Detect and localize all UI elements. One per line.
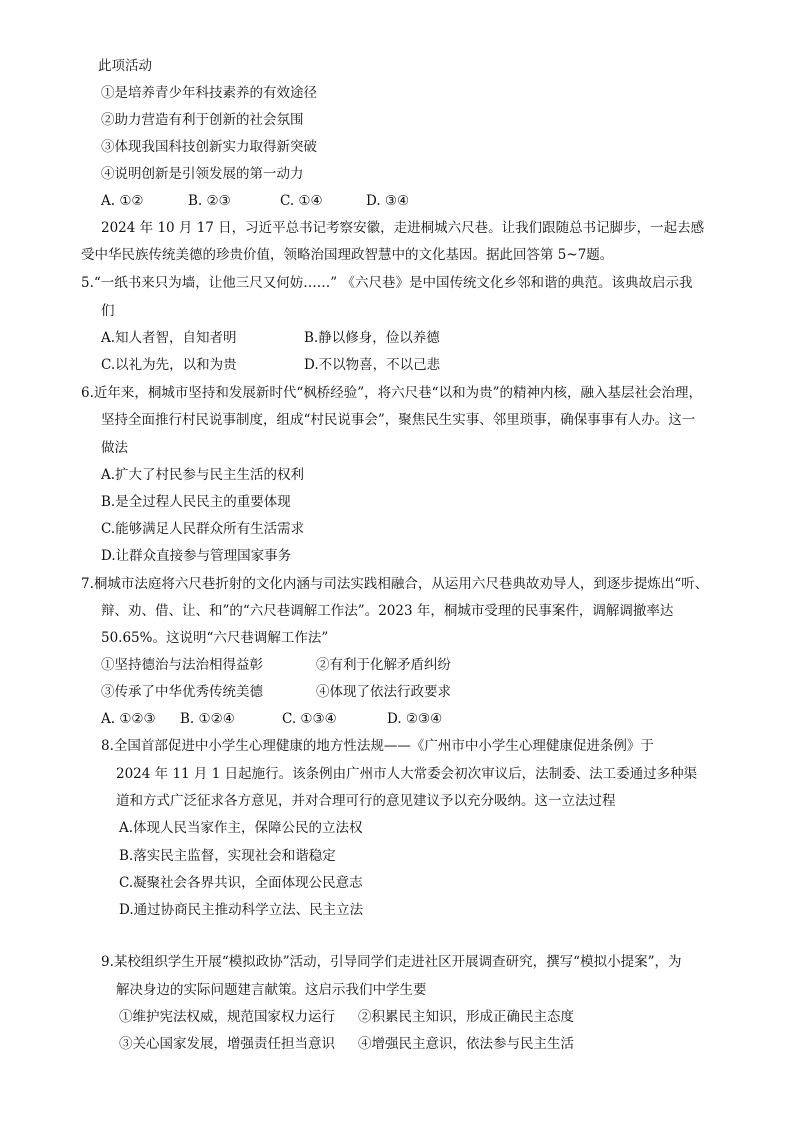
q7-option-c: C. ①③④ bbox=[282, 711, 337, 727]
q5-stem-line-2: 们 bbox=[101, 303, 115, 319]
q5-option-c: C.以礼为先，以和为贵 bbox=[101, 357, 237, 373]
q7-stem-line-2: 辩、劝、借、让、和”的“六尺巷调解工作法”。2023 年，桐城市受理的民事案件，调解调撤率达 bbox=[101, 603, 674, 619]
q9-item-4: ④增强民主意识，依法参与民主生活 bbox=[358, 1036, 574, 1052]
q7-item-1: ①坚持德治与法治相得益彰 bbox=[101, 657, 263, 673]
q8-option-d: D.通过协商民主推动科学立法、民主立法 bbox=[119, 902, 364, 918]
passage-line-1: 2024 年 10 月 17 日，习近平总书记考察安徽，走进桐城六尺巷。让我们跟随总书记脚步，一起去感 bbox=[101, 220, 705, 236]
q9-item-2: ②积累民主知识，形成正确民主态度 bbox=[358, 1009, 574, 1025]
q7-item-4: ④体现了依法行政要求 bbox=[316, 684, 451, 700]
q5-option-b: B.静以修身，俭以养德 bbox=[304, 330, 440, 346]
q4-option-d: D. ③④ bbox=[366, 193, 410, 209]
q7-option-a: A. ①②③ bbox=[101, 711, 156, 727]
q7-option-d: D. ②③④ bbox=[387, 711, 443, 727]
q8-stem-line-3: 道和方式广泛征求各方意见，并对合理可行的意见建议予以充分吸纳。这一立法过程 bbox=[116, 793, 616, 809]
q9-stem-line-2: 解决身边的实际问题建言献策。这启示我们中学生要 bbox=[116, 982, 427, 998]
q4-item-1: ①是培养青少年科技素养的有效途径 bbox=[101, 85, 317, 101]
passage-line-2: 受中华民族传统美德的珍贵价值，领略治国理政智慧中的文化基因。据此回答第 5~7题。 bbox=[81, 247, 614, 263]
q4-item-2: ②助力营造有利于创新的社会氛围 bbox=[101, 112, 304, 128]
q6-stem-line-3: 做法 bbox=[101, 440, 128, 456]
q7-option-b: B. ①②④ bbox=[180, 711, 235, 727]
q8-option-a: A.体现人民当家作主，保障公民的立法权 bbox=[119, 820, 363, 836]
q8-option-b: B.落实民主监督，实现社会和谐稳定 bbox=[119, 848, 336, 864]
q8-option-c: C.凝聚社会各界共识，全面体现公民意志 bbox=[119, 875, 363, 891]
q6-option-d: D.让群众直接参与管理国家事务 bbox=[101, 548, 292, 564]
q8-stem-line-1: 8.全国首部促进中小学生心理健康的地方性法规——《广州市中小学生心理健康促进条例》于 bbox=[101, 738, 654, 754]
q6-option-b: B.是全过程人民民主的重要体现 bbox=[101, 494, 291, 510]
q4-option-c: C. ①④ bbox=[280, 193, 323, 209]
q4-item-3: ③体现我国科技创新实力取得新突破 bbox=[101, 139, 317, 155]
q6-option-c: C.能够满足人民群众所有生活需求 bbox=[101, 521, 305, 537]
q4-option-a: A. ①② bbox=[101, 193, 144, 209]
q8-stem-line-2: 2024 年 11 月 1 日起施行。该条例由广州市人大常委会初次审议后，法制委、法工委通过多种渠 bbox=[116, 766, 698, 782]
q7-stem-line-3: 50.65%。这说明“六尺巷调解工作法” bbox=[101, 630, 329, 646]
q6-stem-line-2: 坚持全面推行村民说事制度，组成“村民说事会”，聚焦民生实事、邻里琐事，确保事事有人办。这一 bbox=[101, 412, 696, 428]
q9-stem-line-1: 9.某校组织学生开展“模拟政协”活动，引导同学们走进社区开展调查研究，撰写“模拟小提案”，为 bbox=[101, 954, 682, 970]
q4-stem-tail: 此项活动 bbox=[98, 58, 152, 74]
q4-item-4: ④说明创新是引领发展的第一动力 bbox=[101, 166, 304, 182]
q7-stem-line-1: 7.桐城市法庭将六尺巷折射的文化内涵与司法实践相融合，从运用六尺巷典故劝导人，到逐步提炼出“听、 bbox=[81, 576, 709, 592]
q9-item-3: ③关心国家发展，增强责任担当意识 bbox=[119, 1036, 335, 1052]
q7-item-2: ②有利于化解矛盾纠纷 bbox=[316, 657, 451, 673]
q5-option-a: A.知人者智，自知者明 bbox=[101, 330, 237, 346]
q9-item-1: ①维护宪法权威，规范国家权力运行 bbox=[119, 1009, 335, 1025]
q6-option-a: A.扩大了村民参与民主生活的权利 bbox=[101, 467, 305, 483]
q4-option-b: B. ②③ bbox=[188, 193, 231, 209]
q6-stem-line-1: 6.近年来，桐城市坚持和发展新时代“枫桥经验”，将六尺巷“以和为贵”的精神内核，融入基层社会治理， bbox=[81, 385, 702, 401]
q5-stem-line-1: 5.“一纸书来只为墙，让他三尺又何妨……” 《六尺巷》是中国传统文化乡邻和谐的典范。该典故启示我 bbox=[81, 275, 693, 291]
q5-option-d: D.不以物喜，不以己悲 bbox=[304, 357, 441, 373]
q7-item-3: ③传承了中华优秀传统美德 bbox=[101, 684, 263, 700]
